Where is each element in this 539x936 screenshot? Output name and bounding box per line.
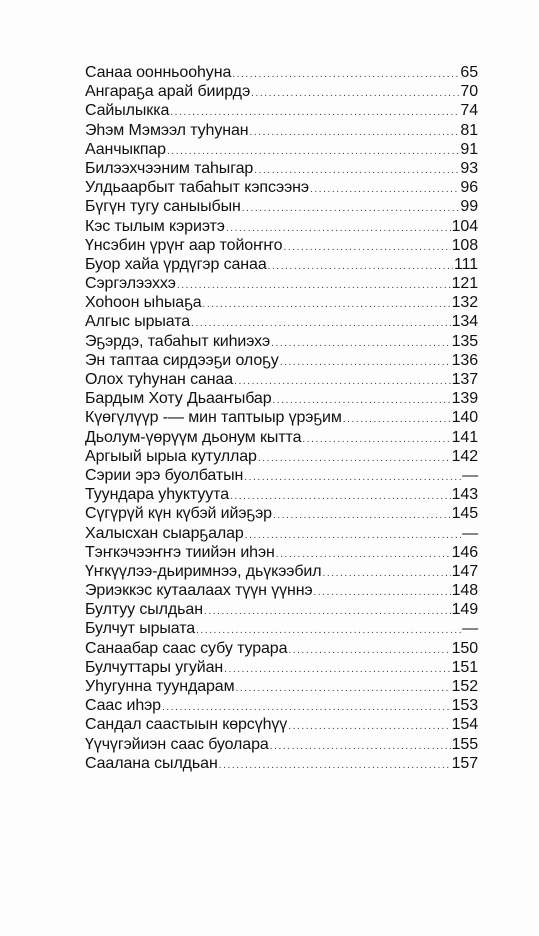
dot-leader [167,146,459,157]
dot-leader [310,184,459,195]
toc-entry [85,736,478,755]
toc-entry [85,371,478,390]
dot-leader [226,223,451,234]
toc-entry-title: Тэҥкэчээҥҥэ тиийэн иһэн [85,543,275,561]
dot-leader [203,299,451,310]
toc-entry-page-number: — [462,524,478,542]
toc-entry-page-number: 91 [460,140,478,158]
toc-entry [85,409,478,428]
toc-entry-title: Аанчыкпар [85,140,166,158]
toc-entry-page-number: 145 [451,505,478,523]
toc-entry-title: Сэрии эрэ буолбатын [85,466,244,484]
dot-leader [219,760,451,771]
dot-leader [270,741,451,752]
toc-entry-page-number: 137 [451,371,478,388]
dot-leader [280,357,451,368]
toc-entry [85,102,478,121]
dot-leader [230,491,451,502]
toc-entry-page-number: 121 [451,275,478,293]
dot-leader [224,664,450,675]
toc-entry-title: Санаа оонньооһуна [85,64,232,81]
toc-entry-title: Үүчүгэйиэн саас буолара [85,735,269,753]
toc-entry-title: Билээхчээним таһыгар [85,159,254,177]
dot-leader [258,453,451,464]
toc-entry-title: Саас иһэр [85,697,161,715]
toc-entry [85,678,478,697]
toc-entry [85,294,478,313]
toc-entry-page-number: 148 [451,582,478,600]
toc-entry-page-number: 154 [451,716,478,734]
toc-entry [85,198,478,217]
dot-leader [236,683,451,694]
dot-leader [196,625,461,636]
toc-entry-title: Эҕэрдэ, табаһыт киһиэхэ [85,332,271,350]
toc-entry-page-number: 155 [451,735,478,753]
toc-entry-title: Алгыс ырыата [85,313,191,331]
toc-entry-title: Уһугунна туундарам [85,678,235,695]
toc-entry-title: Күөгүлүүр -— мин таптыыр үрэҕим [85,409,342,427]
toc-entry-page-number: 108 [451,236,478,254]
toc-entry [85,390,478,409]
toc-entry [85,179,478,198]
toc-entry-page-number: 139 [451,390,478,408]
toc-entry-page-number: 65 [460,64,478,81]
toc-entry-page-number: 151 [451,658,478,676]
toc-entry-title: Сандал саастыын көрсүһүү [85,716,288,734]
toc-entry-title: Булчут ырыата [85,620,196,638]
toc-entry-title: Сүгүрүй күн күбэй ийэҕэр [85,505,272,523]
toc-entry-title: Дьолум-үөрүүм дьонум кытта [85,428,302,446]
dot-leader [242,203,460,214]
dot-leader [245,530,461,541]
toc-entry-page-number: — [462,620,478,638]
toc-entry-page-number: 146 [451,543,478,561]
dot-leader [244,472,461,483]
toc-entry-page-number: — [462,466,478,484]
toc-entry-title: Ангараҕа арай биирдэ [85,83,251,101]
toc-entry-page-number: 147 [451,562,478,580]
toc-entry [85,313,478,332]
toc-entry [85,160,478,179]
toc-entry-title: Саалана сылдьан [85,754,218,772]
toc-entry [85,333,478,352]
toc-entry [85,122,478,141]
dot-leader [288,645,450,656]
toc-entry-page-number: 93 [460,159,478,177]
toc-entry-page-number: 136 [451,351,478,369]
toc-entry-title: Эн таптаа сирдээҕи олоҕу [85,351,279,369]
toc-entry-page-number: 111 [453,255,478,273]
toc-entry [85,83,478,102]
toc-entry [85,448,478,467]
toc-entry-title: Халысхан сыарҕалар [85,524,244,542]
toc-entry [85,716,478,735]
toc-entry-page-number: 157 [451,754,478,772]
toc-entry-title: Хоһоон ыһыаҕа [85,294,202,312]
toc-entry-title: Сэргэлээххэ [85,275,176,293]
toc-entry [85,275,478,294]
dot-leader [232,69,459,80]
toc-entry-title: Буор хайа үрдүгэр санаа [85,255,267,273]
dot-leader [322,568,450,579]
toc-entry-page-number: 143 [451,486,478,504]
toc-entry-title: Эриэккэс кутаалаах түүн үүннэ [85,582,313,600]
dot-leader [251,88,459,99]
toc-entry-title: Эһэм Мэмээл туһунан [85,121,249,139]
toc-entry-title: Бултуу сылдьан [85,601,203,619]
dot-leader [283,242,450,253]
dot-leader [254,165,459,176]
dot-leader [250,127,460,138]
toc-entry-title: Санаабар саас субу турара [85,639,288,657]
toc-entry-page-number: 150 [451,639,478,657]
toc-entry [85,505,478,524]
toc-entry-page-number: 132 [451,294,478,312]
toc-entry-page-number: 134 [451,313,478,331]
toc-entry [85,601,478,620]
toc-entry [85,659,478,678]
dot-leader [288,721,450,732]
toc-entry-page-number: 81 [460,121,478,139]
toc-entry [85,697,478,716]
dot-leader [191,318,451,329]
toc-entry [85,141,478,160]
toc-entry-title: Үнсэбин үрүҥ аар тойоҥҥо [85,236,283,254]
toc-entry-page-number: 152 [451,678,478,695]
toc-entry [85,256,478,275]
dot-leader [314,587,451,598]
dot-leader [276,549,451,560]
toc-entry-title: Бүгүн тугу саныыбын [85,198,241,216]
toc-entry [85,582,478,601]
dot-leader [162,702,451,713]
dot-leader [204,606,451,617]
toc-entry-page-number: 142 [451,447,478,465]
toc-entry-page-number: 140 [451,409,478,427]
toc-entry [85,544,478,563]
toc-entry-title: Олох туһунан санаа [85,371,234,388]
toc-entry [85,64,478,83]
toc-entry [85,640,478,659]
toc-entry-title: Булчуттары угуйан [85,658,224,676]
dot-leader [273,395,451,406]
toc-entry-page-number: 70 [460,83,478,101]
toc-entry-page-number: 104 [451,217,478,235]
toc-entry-page-number: 135 [451,332,478,350]
dot-leader [271,338,451,349]
toc-entry [85,218,478,237]
toc-entry [85,620,478,639]
dot-leader [302,434,450,445]
toc-entry-page-number: 74 [460,102,478,120]
toc-entry [85,563,478,582]
toc-entry-title: Бардым Хоту Дьааҥыбар [85,390,272,408]
dot-leader [177,280,451,291]
dot-leader [268,261,453,272]
toc-entry-page-number: 153 [451,697,478,715]
toc-entry [85,429,478,448]
dot-leader [273,510,451,521]
toc-entry [85,467,478,486]
toc-entry-title: Сайылыкка [85,102,170,120]
dot-leader [234,376,450,387]
toc-entry [85,486,478,505]
toc-entry-page-number: 149 [451,601,478,619]
toc-entry [85,755,478,774]
toc-entry-page-number: 96 [460,179,478,197]
toc-entry-title: Аргыый ырыа кутуллар [85,447,257,465]
toc-entry-title: Кэс тылым кэриэтэ [85,217,225,235]
dot-leader [343,414,451,425]
toc-entry-page-number: 99 [460,198,478,216]
toc-entry-page-number: 141 [451,428,478,446]
toc-entry [85,352,478,371]
toc-entry [85,237,478,256]
toc-entry-title: Улдьаарбыт табаһыт кэпсээнэ [85,179,309,197]
toc-entry-title: Үҥкүүлээ-дьиримнээ, дьүкээбил [85,562,322,580]
toc-entry-title: Туундара уһуктуута [85,486,230,504]
dot-leader [170,107,459,118]
table-of-contents [85,64,478,774]
toc-entry [85,525,478,544]
